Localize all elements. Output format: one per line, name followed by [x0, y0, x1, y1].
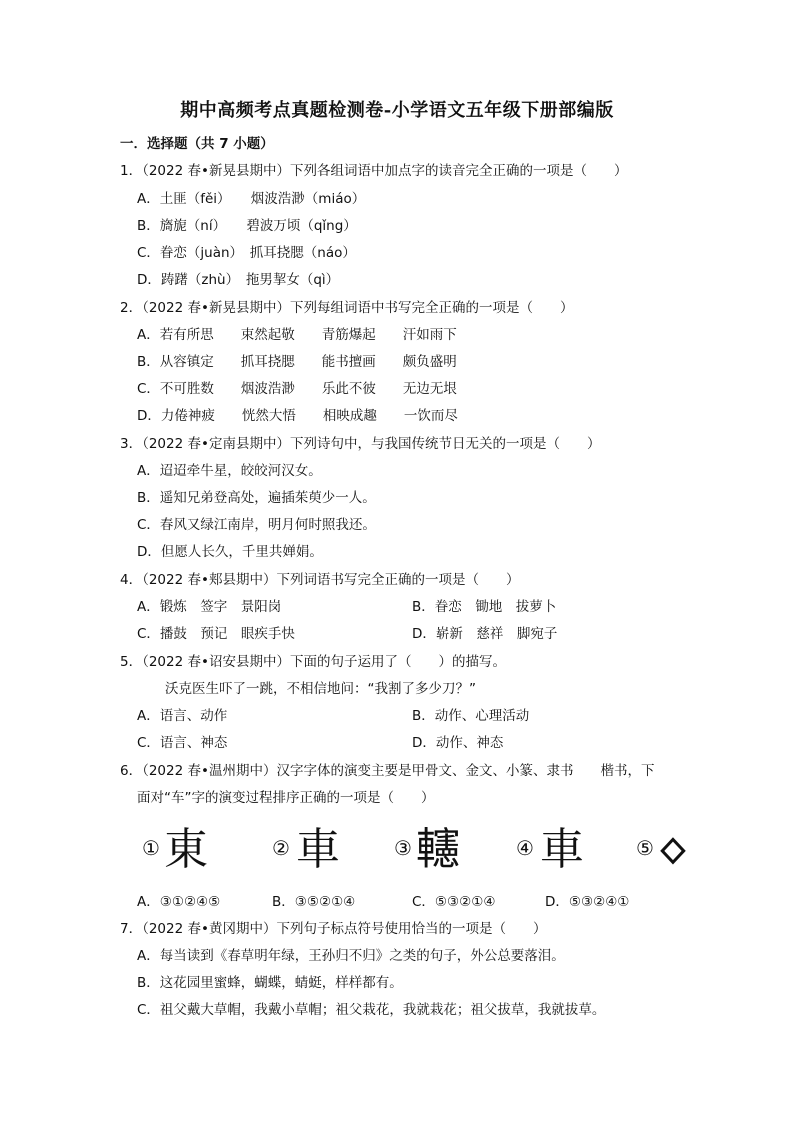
question-1-option-b[interactable]: B．旖旎（ní） 碧波万顷（qǐng） [137, 218, 357, 234]
question-5-option-b[interactable]: B．动作、心理活动 [412, 708, 530, 724]
question-4-option-d[interactable]: D．崭新 慈祥 脚宛子 [412, 626, 558, 642]
character-evolution-image [140, 820, 706, 882]
question-7-option-a[interactable]: A．每当读到《春草明年绿，王孙归不归》之类的句子，外公总要落泪。 [137, 948, 565, 964]
question-2-option-c[interactable]: C．不可胜数 烟波浩渺 乐此不彼 无边无垠 [137, 381, 457, 397]
question-4-option-b[interactable]: B．眷恋 锄地 拔萝卜 [412, 599, 557, 615]
question-6-stem-line2: 面对“车”字的演变过程排序正确的一项是（ ） [137, 790, 435, 806]
glyph-character: 東 [164, 824, 208, 875]
question-1-option-a[interactable]: A．土匪（fěi） 烟波浩渺（miáo） [137, 191, 366, 207]
glyph-character: 𨏥 [416, 824, 460, 875]
question-7-option-b[interactable]: B．这花园里蜜蜂，蝴蝶，蜻蜓，样样都有。 [137, 975, 403, 991]
question-5-option-d[interactable]: D．动作、神态 [412, 735, 504, 751]
question-4-option-c[interactable]: C．播鼓 预记 眼疾手快 [137, 626, 295, 642]
question-3-option-c[interactable]: C．春风又绿江南岸，明月何时照我还。 [137, 517, 376, 533]
page-title: 期中高频考点真题检测卷-小学语文五年级下册部编版 [180, 100, 614, 121]
question-5-option-c[interactable]: C．语言、神态 [137, 735, 228, 751]
glyph-character: 🝔 [658, 824, 688, 875]
question-7-option-c[interactable]: C．祖父戴大草帽，我戴小草帽；祖父栽花，我就栽花；祖父拔草，我就拔草。 [137, 1002, 606, 1018]
glyph-character: 車 [296, 824, 340, 875]
question-3-option-b[interactable]: B．遥知兄弟登高处，遍插茱萸少一人。 [137, 490, 376, 506]
section-heading: 一．选择题（共 7 小题） [120, 136, 274, 152]
question-3-option-d[interactable]: D．但愿人长久，千里共婵娟。 [137, 544, 323, 560]
question-6-option-b[interactable]: B．③⑤②①④ [272, 894, 356, 910]
question-4-stem: 4．（2022 春•郏县期中）下列词语书写完全正确的一项是（ ） [120, 572, 520, 588]
question-2-option-d[interactable]: D．力倦神疲 恍然大悟 相映成趣 一饮而尽 [137, 408, 458, 424]
question-6-option-d[interactable]: D．⑤③②④① [545, 894, 630, 910]
question-6-option-c[interactable]: C．⑤③②①④ [412, 894, 496, 910]
question-5-stem: 5．（2022 春•诏安县期中）下面的句子运用了（ ）的描写。 [120, 654, 506, 670]
question-6-option-a[interactable]: A．③①②④⑤ [137, 894, 221, 910]
glyph-number: ② [272, 836, 290, 860]
question-6-stem-line1: 6．（2022 春•温州期中）汉字字体的演变主要是甲骨文、金文、小篆、隶书 楷书，下 [120, 763, 655, 779]
question-3-stem: 3．（2022 春•定南县期中）下列诗句中，与我国传统节日无关的一项是（ ） [120, 436, 601, 452]
question-7-stem: 7．（2022 春•黄冈期中）下列句子标点符号使用恰当的一项是（ ） [120, 921, 547, 937]
question-2-option-b[interactable]: B．从容镇定 抓耳挠腮 能书擅画 颇负盛明 [137, 354, 457, 370]
question-2-stem: 2．（2022 春•新晃县期中）下列每组词语中书写完全正确的一项是（ ） [120, 300, 574, 316]
glyph-number: ⑤ [636, 836, 654, 860]
glyph-number: ③ [394, 836, 412, 860]
question-1-stem: 1．（2022 春•新晃县期中）下列各组词语中加点字的读音完全正确的一项是（ ） [120, 163, 628, 179]
question-5-quote: 沃克医生吓了一跳，不相信地问：“我割了多少刀？” [165, 681, 476, 697]
glyph-number: ④ [516, 836, 534, 860]
question-2-option-a[interactable]: A．若有所思 束然起敬 青筋爆起 汗如雨下 [137, 327, 457, 343]
glyph-number: ① [142, 836, 160, 860]
question-4-option-a[interactable]: A．锻炼 签字 景阳岗 [137, 599, 282, 615]
glyph-character: 車 [540, 824, 584, 875]
question-1-option-c[interactable]: C．眷恋（juàn） 抓耳挠腮（náo） [137, 245, 356, 261]
question-1-option-d[interactable]: D．踌躇（zhù） 拖男挈女（qì） [137, 272, 340, 288]
question-5-option-a[interactable]: A．语言、动作 [137, 708, 228, 724]
question-3-option-a[interactable]: A．迢迢牵牛星，皎皎河汉女。 [137, 463, 322, 479]
